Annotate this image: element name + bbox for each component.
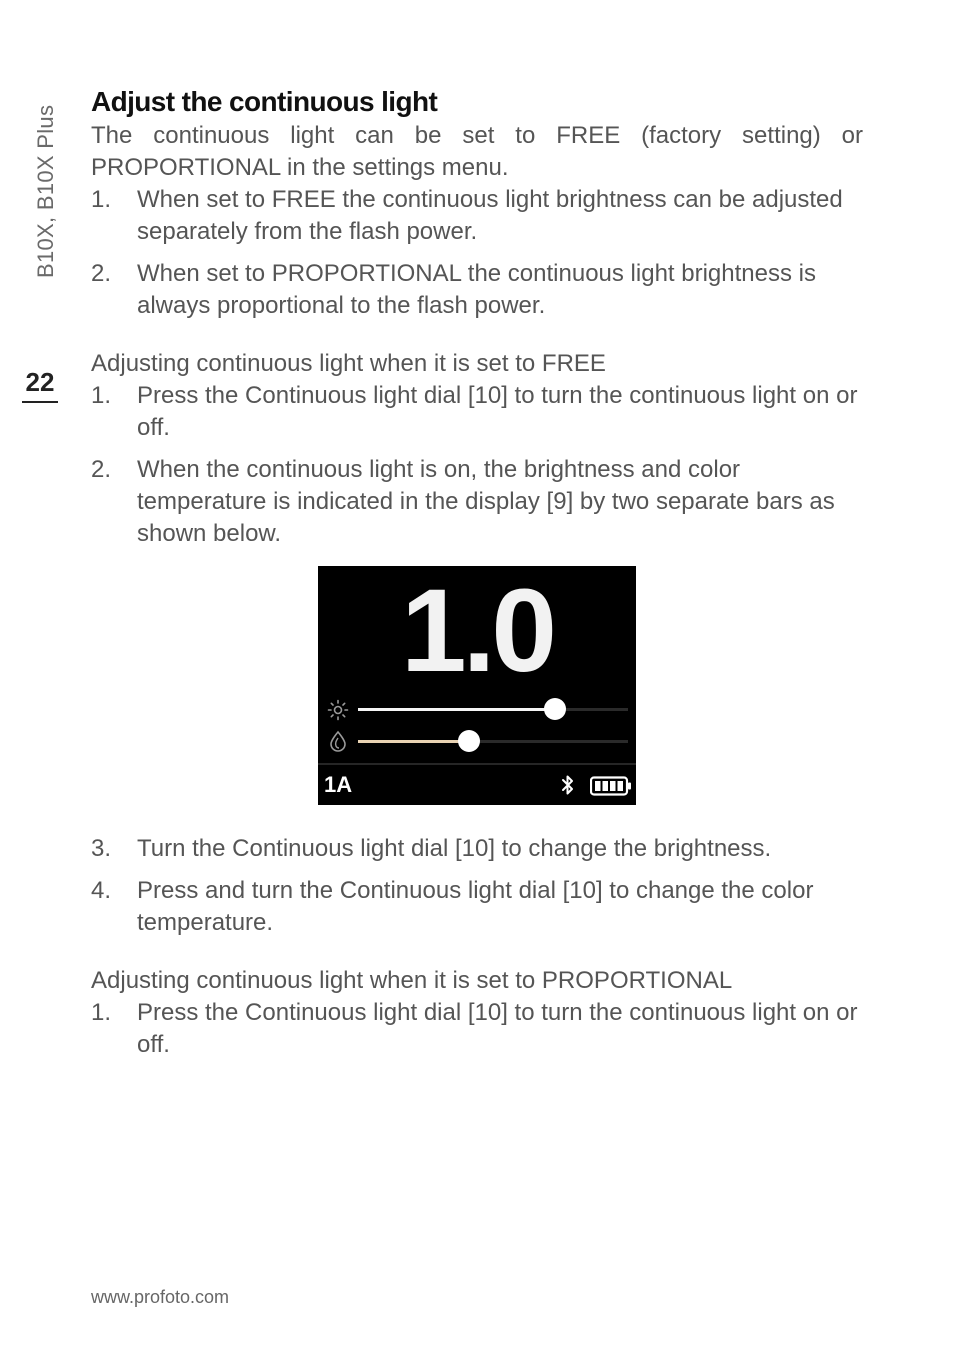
list-text: Press and turn the Continuous light dial [10] to change the color temperature.	[137, 877, 814, 936]
list-number: 4.	[91, 877, 112, 904]
list-number: 2.	[91, 260, 112, 287]
free-steps-continued	[91, 833, 863, 939]
list-text: Press the Continuous light dial [10] to turn the continuous light on or off.	[137, 382, 858, 441]
list-text: When set to FREE the continuous light brightness can be adjusted separately from the flash power.	[137, 186, 843, 245]
free-steps-list	[91, 380, 863, 550]
page-number: 22	[22, 367, 58, 403]
color-temp-bar	[358, 740, 469, 743]
list-number: 1.	[91, 186, 112, 213]
free-heading: Adjusting continuous light when it is set to FREE	[91, 350, 606, 377]
list-item	[91, 997, 863, 1061]
bluetooth-icon	[561, 774, 575, 796]
list-number: 3.	[91, 835, 112, 862]
page-content	[91, 84, 863, 1071]
brightness-knob	[544, 698, 566, 720]
mode-label: 1A	[324, 772, 353, 797]
list-item	[91, 875, 863, 939]
list-item	[91, 833, 863, 865]
color-temp-knob	[458, 730, 480, 752]
proportional-steps-list	[91, 997, 863, 1061]
proportional-heading: Adjusting continuous light when it is set to PROPORTIONAL	[91, 967, 733, 994]
brightness-track	[358, 708, 628, 711]
list-number: 1.	[91, 999, 112, 1026]
list-text: When set to PROPORTIONAL the continuous light brightness is always proportional to the flash power.	[137, 260, 816, 319]
battery-icon	[590, 776, 632, 796]
section-heading: Adjust the continuous light	[91, 86, 438, 117]
brightness-bar	[358, 708, 555, 711]
list-item	[91, 380, 863, 444]
list-text: Press the Continuous light dial [10] to turn the continuous light on or off.	[137, 999, 858, 1058]
list-number: 1.	[91, 382, 112, 409]
color-temp-track	[358, 740, 628, 743]
intro-paragraph: The continuous light can be set to FREE (factory setting) or PROPORTIONAL in the settings menu.	[91, 122, 863, 181]
list-text: When the continuous light is on, the brightness and color temperature is indicated in the display [9] by two separate bars as shown below.	[137, 456, 835, 547]
list-item	[91, 454, 863, 550]
list-item	[91, 258, 863, 322]
sun-icon	[327, 699, 349, 721]
mode-list	[91, 184, 863, 322]
drop-icon	[327, 730, 349, 752]
list-item	[91, 184, 863, 248]
power-value: 1.0	[400, 565, 554, 697]
status-divider	[318, 763, 636, 765]
flash-display-screen	[318, 566, 636, 805]
footer-url: www.profoto.com	[91, 1287, 230, 1307]
product-title: B10X, B10X Plus	[33, 104, 58, 278]
list-number: 2.	[91, 456, 112, 483]
list-text: Turn the Continuous light dial [10] to change the brightness.	[137, 835, 772, 862]
